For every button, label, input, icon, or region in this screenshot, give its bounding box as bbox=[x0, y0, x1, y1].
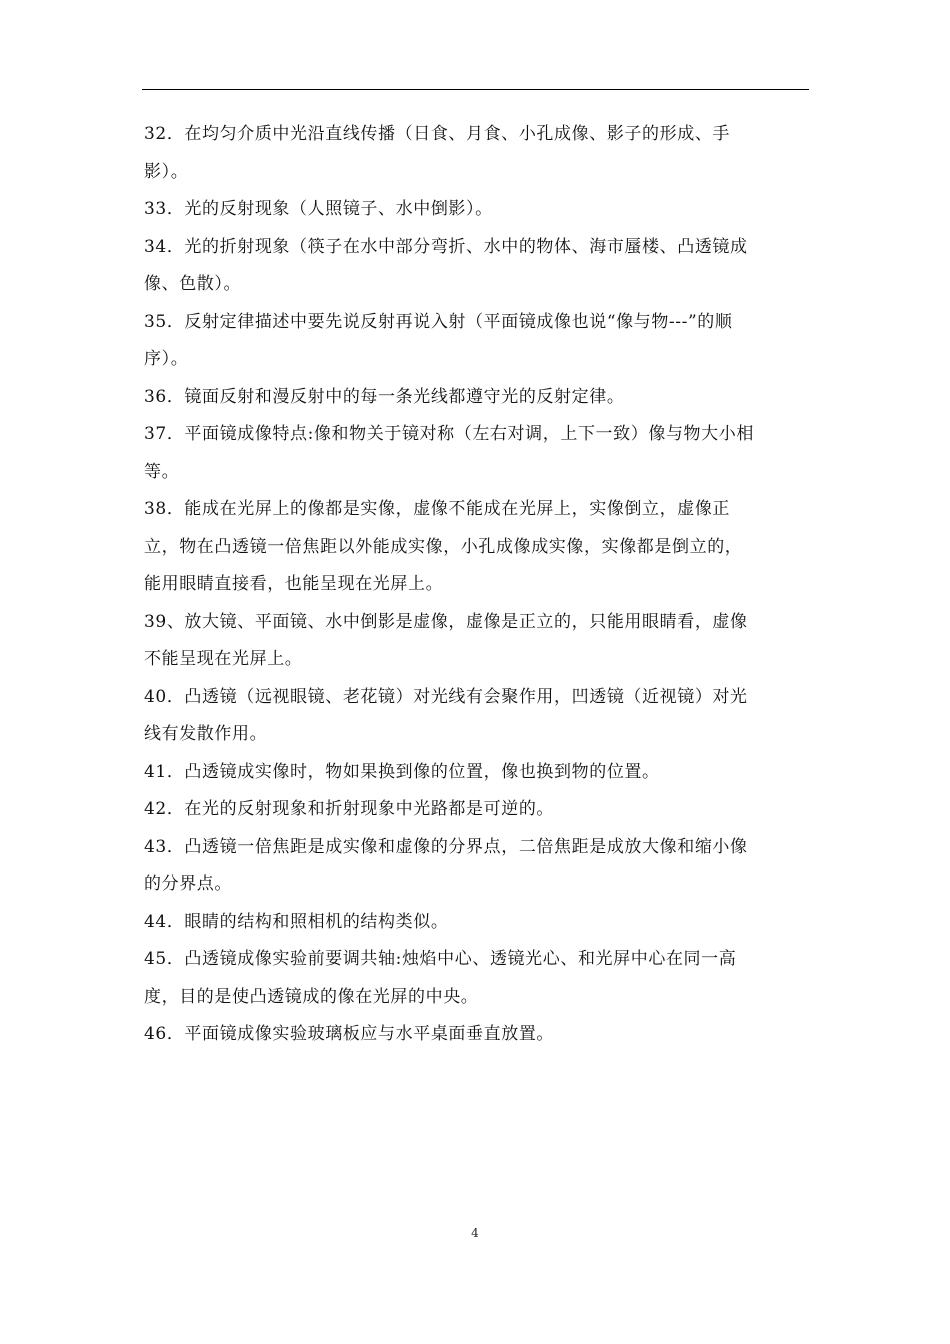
item-line: 能用眼睛直接看，也能呈现在光屏上。 bbox=[144, 574, 444, 594]
item-line: 32．在均匀介质中光沿直线传播（日食、月食、小孔成像、影子的形成、手 bbox=[144, 124, 731, 144]
item-41 bbox=[144, 754, 814, 792]
item-line: 立，物在凸透镜一倍焦距以外能成实像，小孔成像成实像，实像都是倒立的， bbox=[144, 536, 743, 557]
item-line: 度，目的是使凸透镜成的像在光屏的中央。 bbox=[144, 986, 479, 1007]
item-line: 38．能成在光屏上的像都是实像，虚像不能成在光屏上，实像倒立，虚像正 bbox=[144, 499, 731, 519]
item-43 bbox=[144, 829, 814, 904]
item-line: 线有发散作用。 bbox=[144, 724, 268, 744]
item-36 bbox=[144, 379, 814, 417]
item-34 bbox=[144, 229, 814, 304]
item-line: 41．凸透镜成实像时，物如果换到像的位置，像也换到物的位置。 bbox=[144, 761, 660, 782]
item-33 bbox=[144, 191, 814, 229]
item-line: 影）。 bbox=[144, 161, 189, 182]
header-rule bbox=[142, 89, 809, 90]
item-line: 39、放大镜、平面镜、水中倒影是虚像，虚像是正立的，只能用眼睛看，虚像 bbox=[144, 611, 748, 632]
item-46 bbox=[144, 1016, 814, 1054]
item-line: 34．光的折射现象（筷子在水中部分弯折、水中的物体、海市蜃楼、凸透镜成 bbox=[144, 236, 748, 257]
item-37 bbox=[144, 416, 814, 491]
item-line: 等。 bbox=[144, 461, 180, 482]
item-line: 35．反射定律描述中要先说反射再说入射（平面镜成像也说“像与物---”的顺 bbox=[144, 311, 733, 332]
item-line: 不能呈现在光屏上。 bbox=[144, 649, 303, 669]
item-40 bbox=[144, 679, 814, 754]
item-line: 37．平面镜成像特点:像和物关于镜对称（左右对调，上下一致）像与物大小相 bbox=[144, 424, 754, 444]
item-line: 45．凸透镜成像实验前要调共轴:烛焰中心、透镜光心、和光屏中心在同一高 bbox=[144, 949, 737, 969]
item-line: 36．镜面反射和漫反射中的每一条光线都遵守光的反射定律。 bbox=[144, 386, 625, 407]
item-45 bbox=[144, 941, 814, 1016]
page-number: 4 bbox=[471, 1226, 479, 1240]
item-line: 40．凸透镜（远视眼镜、老花镜）对光线有会聚作用，凹透镜（近视镜）对光 bbox=[144, 686, 748, 707]
item-32 bbox=[144, 116, 814, 191]
item-line: 46．平面镜成像实验玻璃板应与水平桌面垂直放置。 bbox=[144, 1024, 555, 1044]
item-line: 43．凸透镜一倍焦距是成实像和虚像的分界点，二倍焦距是成放大像和缩小像 bbox=[144, 836, 748, 857]
item-44 bbox=[144, 904, 814, 942]
item-39 bbox=[144, 604, 814, 679]
item-line: 像、色散）。 bbox=[144, 274, 242, 294]
item-38 bbox=[144, 491, 814, 604]
item-35 bbox=[144, 304, 814, 379]
document-body bbox=[144, 116, 814, 1054]
item-line: 序）。 bbox=[144, 349, 189, 369]
item-line: 44．眼睛的结构和照相机的结构类似。 bbox=[144, 911, 449, 932]
item-line: 42．在光的反射现象和折射现象中光路都是可逆的。 bbox=[144, 799, 555, 819]
item-line: 的分界点。 bbox=[144, 874, 232, 894]
item-42 bbox=[144, 791, 814, 829]
item-line: 33．光的反射现象（人照镜子、水中倒影）。 bbox=[144, 199, 493, 219]
